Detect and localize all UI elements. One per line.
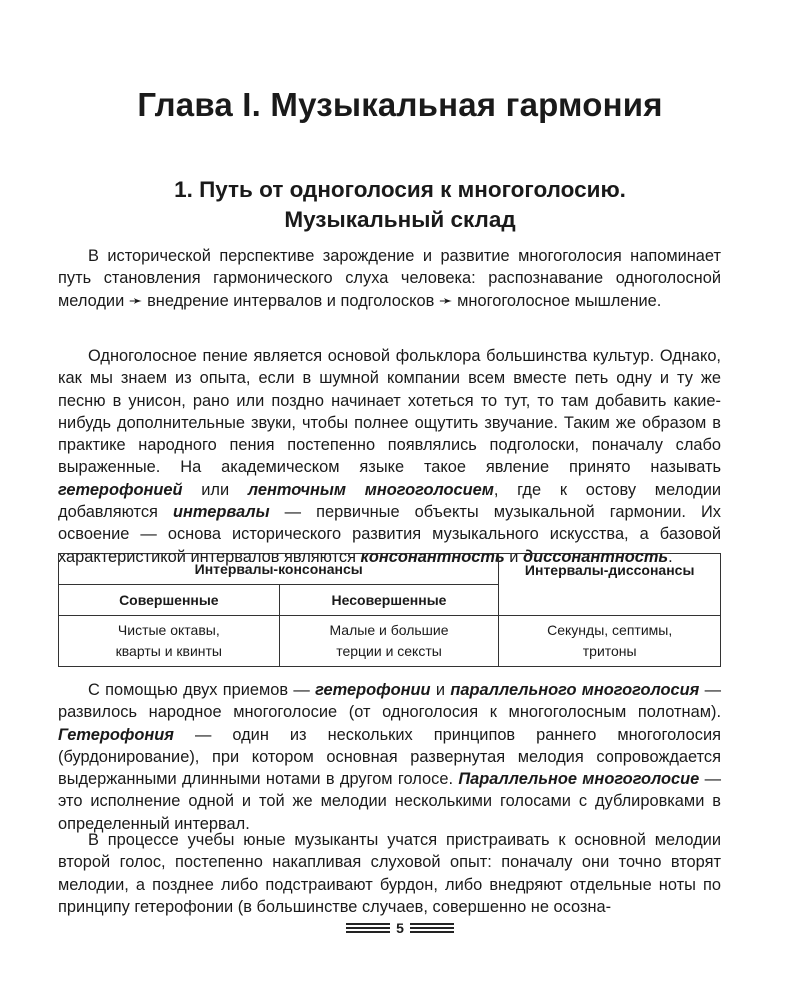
paragraph-text: внедрение интервалов и подголосков (142, 291, 439, 310)
page-footer (0, 920, 800, 936)
cell-line: терции и сексты (336, 643, 442, 659)
cell-line: кварты и квинты (115, 643, 222, 659)
paragraph-text: и (430, 681, 451, 699)
paragraph-text: В процессе учебы юные музыканты учатся пристраивать к основной мелодии второй голос, постепенно накапливая слуховой опыт: поначалу они точно вторят мелодии, а позднее либо подстраивают бурдон, либо внедряют отдельные ноты по принципу гетерофонии (в большинстве случаев, совершенно не осозна- (58, 831, 721, 916)
paragraph-1 (58, 245, 721, 312)
dissonances-cell (499, 616, 721, 667)
paragraph-text: — это исполнение одной и той же мелодии несколькими голосами с дублировками в определенный интервал. (58, 770, 721, 833)
cell-line: Секунды, септимы, (547, 622, 673, 638)
term-parallel-polyphony: Параллельное многоголосие (458, 770, 700, 789)
paragraph-2 (58, 345, 721, 568)
imperfect-header: Несовершенные (279, 585, 499, 616)
section-title-line-2: Музыкальный склад (284, 207, 516, 232)
perfect-cell (59, 616, 280, 667)
right-rule-icon (410, 923, 454, 933)
term-dissonance: диссонантность (522, 547, 669, 566)
page-number: 5 (396, 920, 404, 936)
term-heterophony: гетерофонии (315, 681, 431, 699)
table-row (59, 616, 721, 667)
paragraph-3 (58, 679, 721, 835)
arrow-icon: ➛ (438, 291, 453, 310)
paragraph-text: — один из нескольких принципов раннего многоголосия (бурдонирование), при котором основная развернутая мелодия сопровождается выдержанными длинными нотами в другом голосе. (58, 725, 721, 789)
chapter-title: Глава I. Музыкальная гармония (137, 86, 663, 123)
left-rule-icon (346, 923, 390, 933)
paragraph-text: Одноголосное пение является основой фольклора большинства культур. Однако, как мы знаем из опыта, если в шумной компании всем вместе петь одну и ту же песню в унисон, рано или поздно начинает хотеться то тут, то там добавить какие-нибудь дополнительные звуки, чтобы полнее ощутить звучание. Таким же образом в практике народного пения постепенно появлялись подголоски, поначалу слабо выраженные. На академическом языке такое явление принято называть (58, 347, 721, 477)
paragraph-text: и (504, 547, 523, 566)
cell-line: Малые и большие (329, 622, 449, 638)
term-intervals: интервалы (172, 503, 270, 522)
intervals-table (58, 553, 721, 667)
table-header-row (59, 554, 721, 585)
dissonances-header: Интервалы-диссонансы (499, 554, 721, 616)
paragraph-text: — развилось народное многоголосие (от одноголосия к многоголосным полотнам). (58, 681, 721, 722)
term-parallel-polyphony: параллельного многоголосия (450, 681, 700, 699)
paragraph-4 (58, 829, 721, 918)
paragraph-text: С помощью двух приемов — (88, 681, 316, 699)
term-heterophony: гетерофонией (58, 480, 183, 499)
arrow-icon: ➛ (128, 291, 143, 310)
imperfect-cell (279, 616, 499, 667)
perfect-header: Совершенные (59, 585, 280, 616)
term-ribbon-polyphony: ленточным многоголосием (247, 480, 494, 499)
paragraph-text: — первичные объекты музыкальной гармонии. Их освоение — основа исторического развития музыкального искусства, а базовой характеристикой интервалов являются (58, 503, 721, 566)
section-title (0, 175, 800, 235)
consonances-header: Интервалы-консонансы (59, 554, 499, 585)
cell-line: тритоны (582, 643, 637, 659)
term-consonance: консонантность (360, 547, 505, 566)
paragraph-text: , где к остову мелодии добавляются (58, 480, 722, 522)
paragraph-text: многоголосное мышление. (452, 291, 662, 310)
paragraph-text: . (668, 547, 673, 566)
cell-line: Чистые октавы, (117, 622, 220, 638)
term-heterophony: Гетерофония (58, 725, 174, 744)
paragraph-text: или (182, 480, 248, 499)
paragraph-text: В исторической перспективе зарождение и развитие многоголосия напоминает путь становления гармонического слуха человека: распознавание одноголосной мелодии (58, 247, 721, 310)
section-title-line-1: 1. Путь от одноголосия к многоголосию. (174, 177, 626, 202)
